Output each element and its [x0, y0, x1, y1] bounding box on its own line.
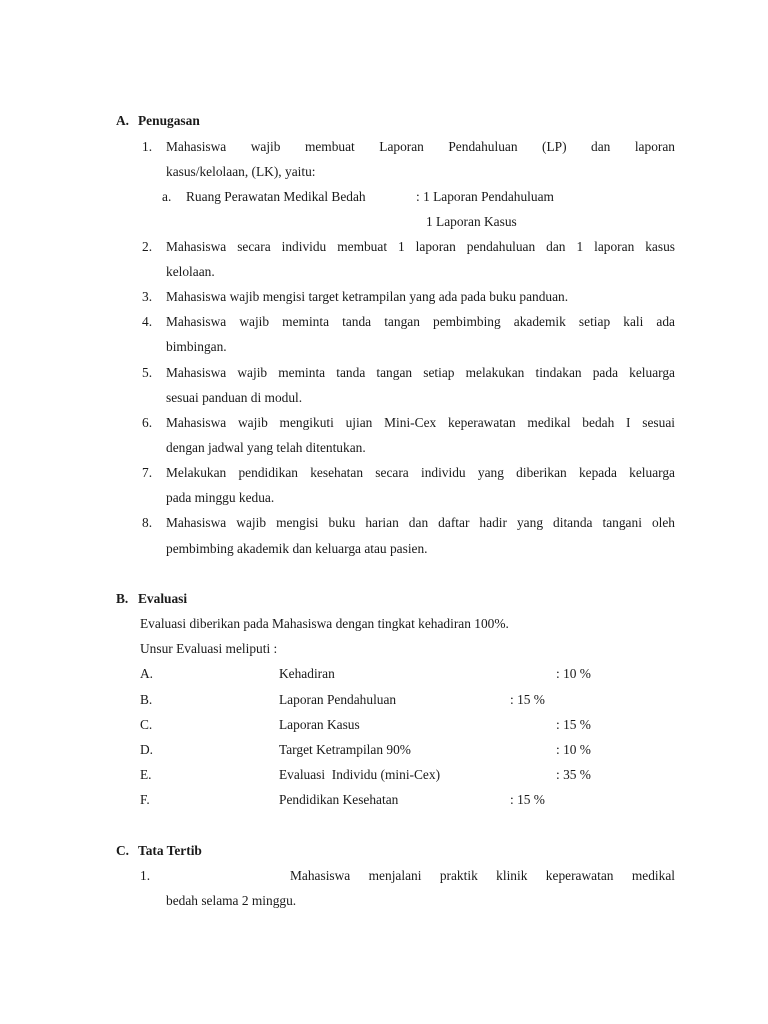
evaluation-row-letter: C.: [140, 717, 153, 732]
section-c-letter: C.: [116, 843, 130, 858]
evaluation-row-letter: D.: [140, 742, 154, 757]
item-line: pembimbing akademik dan keluarga atau pasien.: [166, 541, 428, 556]
item-number: 1.: [142, 139, 153, 154]
item-line: Melakukan pendidikan kesehatan secara individu yang diberikan kepada keluarga: [166, 465, 675, 480]
item-line: Mahasiswa wajib meminta tanda tangan setiap melakukan tindakan pada keluarga: [166, 365, 675, 380]
item-line: Mahasiswa secara individu membuat 1 laporan pendahuluan dan 1 laporan kasus: [166, 239, 675, 254]
item-line: pada minggu kedua.: [166, 490, 275, 505]
item-number: 7.: [142, 465, 153, 480]
item-line: Mahasiswa wajib mengisi buku harian dan daftar hadir yang ditanda tangani oleh: [166, 515, 675, 530]
evaluation-components-intro: Unsur Evaluasi meliputi :: [140, 641, 278, 656]
item-number: 5.: [142, 365, 153, 380]
evaluation-row-label: Laporan Pendahuluan: [279, 692, 397, 707]
item-line: sesuai panduan di modul.: [166, 390, 303, 405]
evaluation-row-label: Evaluasi Individu (mini-Cex): [279, 767, 441, 782]
subitem-value: : 1 Laporan Pendahuluam: [416, 189, 554, 204]
evaluation-row-letter: E.: [140, 767, 152, 782]
item-number: 6.: [142, 415, 153, 430]
evaluation-row-value: : 35 %: [556, 767, 591, 782]
evaluation-intro: Evaluasi diberikan pada Mahasiswa dengan tingkat kehadiran 100%.: [140, 616, 509, 631]
item-line: dengan jadwal yang telah ditentukan.: [166, 440, 366, 455]
subitem-letter: a.: [162, 189, 172, 204]
item-number: 3.: [142, 289, 153, 304]
evaluation-row-letter: B.: [140, 692, 153, 707]
item-line: Mahasiswa menjalani praktik klinik keperawatan medikal: [290, 868, 675, 883]
evaluation-row-letter: A.: [140, 666, 154, 681]
item-line: Mahasiswa wajib mengisi target ketrampilan yang ada pada buku panduan.: [166, 289, 569, 304]
item-number: 1.: [140, 868, 151, 883]
item-number: 8.: [142, 515, 153, 530]
evaluation-row-label: Laporan Kasus: [279, 717, 360, 732]
evaluation-row-label: Pendidikan Kesehatan: [279, 792, 399, 807]
evaluation-row-label: Kehadiran: [279, 666, 335, 681]
section-a-letter: A.: [116, 113, 130, 128]
section-b-title: Evaluasi: [138, 591, 188, 606]
evaluation-row-value: : 10 %: [556, 666, 591, 681]
evaluation-row-label: Target Ketrampilan 90%: [279, 742, 411, 757]
section-a-title: Penugasan: [138, 113, 200, 128]
item-line: kelolaan.: [166, 264, 215, 279]
item-line: bimbingan.: [166, 339, 227, 354]
evaluation-row-value: : 15 %: [510, 692, 545, 707]
item-line: Mahasiswa wajib membuat Laporan Pendahuluan (LP) dan laporan: [166, 139, 675, 154]
subitem-value: 1 Laporan Kasus: [426, 214, 517, 229]
item-line: Mahasiswa wajib mengikuti ujian Mini-Cex keperawatan medikal bedah I sesuai: [166, 415, 675, 430]
item-line: Mahasiswa wajib meminta tanda tangan pembimbing akademik setiap kali ada: [166, 314, 675, 329]
evaluation-row-value: : 10 %: [556, 742, 591, 757]
evaluation-row-value: : 15 %: [556, 717, 591, 732]
item-line: kasus/kelolaan, (LK), yaitu:: [166, 164, 316, 179]
item-number: 2.: [142, 239, 153, 254]
section-c-title: Tata Tertib: [138, 843, 202, 858]
subitem-text: Ruang Perawatan Medikal Bedah: [186, 189, 366, 204]
section-b-letter: B.: [116, 591, 129, 606]
item-number: 4.: [142, 314, 153, 329]
item-line: bedah selama 2 minggu.: [166, 893, 297, 908]
evaluation-row-value: : 15 %: [510, 792, 545, 807]
evaluation-row-letter: F.: [140, 792, 150, 807]
